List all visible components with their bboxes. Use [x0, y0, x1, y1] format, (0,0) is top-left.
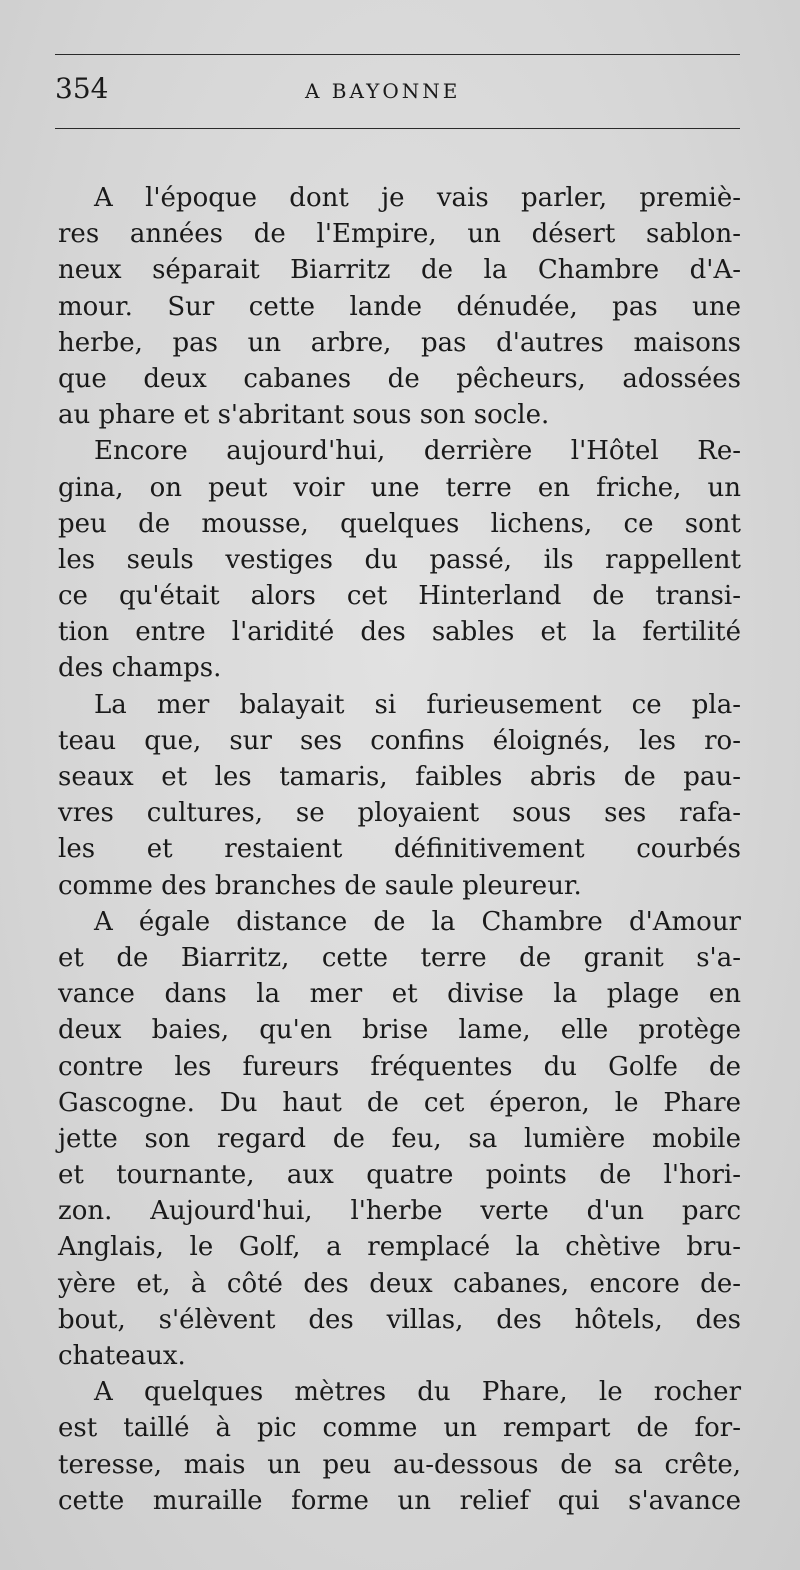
text-line: contre les fureurs fréquentes du Golfe de: [58, 1051, 741, 1082]
paragraph-first-line: La mer balayait si furieusement ce pla-: [94, 689, 741, 720]
text-line: cette muraille forme un relief qui s'avance: [58, 1485, 741, 1516]
text-line: et tournante, aux quatre points de l'hori-: [58, 1160, 741, 1191]
text-line: tion entre l'aridité des sables et la fertilité: [58, 617, 741, 648]
header-top-rule: [55, 54, 740, 55]
text-line: au phare et s'abritant sous son socle.: [58, 400, 550, 431]
text-line: bout, s'élèvent des villas, des hôtels, des: [58, 1304, 741, 1335]
text-line: vance dans la mer et divise la plage en: [58, 979, 741, 1010]
body-text: [58, 180, 741, 1519]
running-head: A BAYONNE: [305, 79, 461, 103]
text-line: que deux cabanes de pêcheurs, adossées: [58, 363, 741, 394]
text-line: est taillé à pic comme un rempart de for-: [58, 1413, 741, 1444]
paragraph-first-line: A quelques mètres du Phare, le rocher: [94, 1377, 741, 1408]
paragraph-first-line: A l'époque dont je vais parler, premiè-: [94, 183, 741, 213]
text-line: zon. Aujourd'hui, l'herbe verte d'un parc: [58, 1196, 741, 1227]
paragraph-first-line: A égale distance de la Chambre d'Amour: [94, 906, 741, 937]
text-line: chateaux.: [58, 1341, 186, 1371]
text-line: comme des branches de saule pleureur.: [58, 870, 582, 901]
text-line: les et restaient définitivement courbés: [58, 834, 741, 865]
text-line: des champs.: [58, 653, 222, 684]
paragraph-first-line: Encore aujourd'hui, derrière l'Hôtel Re-: [94, 436, 741, 467]
text-line: seaux et les tamaris, faibles abris de pau-: [58, 762, 741, 792]
text-line: gina, on peut voir une terre en friche, un: [58, 472, 741, 503]
text-line: les seuls vestiges du passé, ils rappellent: [58, 544, 741, 575]
text-line: peu de mousse, quelques lichens, ce sont: [58, 508, 741, 539]
text-line: deux baies, qu'en brise lame, elle protège: [58, 1015, 741, 1046]
text-line: Anglais, le Golf, a remplacé la chètive bru-: [58, 1232, 741, 1263]
text-line: ce qu'était alors cet Hinterland de transi-: [58, 581, 741, 612]
text-line: mour. Sur cette lande dénudée, pas une: [58, 291, 741, 322]
text-line: herbe, pas un arbre, pas d'autres maisons: [58, 327, 741, 358]
page-number: 354: [55, 72, 109, 105]
text-line: vres cultures, se ployaient sous ses rafa-: [58, 798, 741, 829]
header-bottom-rule: [55, 128, 740, 129]
text-line: teau que, sur ses confins éloignés, les ro-: [58, 725, 741, 756]
text-line: res années de l'Empire, un désert sablon-: [58, 219, 741, 250]
text-line: yère et, à côté des deux cabanes, encore de-: [58, 1268, 741, 1299]
text-line: et de Biarritz, cette terre de granit s'a-: [58, 942, 741, 973]
text-line: Gascogne. Du haut de cet éperon, le Phare: [58, 1087, 741, 1118]
text-line: jette son regard de feu, sa lumière mobile: [58, 1123, 741, 1154]
text-line: teresse, mais un peu au-dessous de sa crête,: [58, 1449, 741, 1480]
text-line: neux séparait Biarritz de la Chambre d'A-: [58, 255, 741, 286]
